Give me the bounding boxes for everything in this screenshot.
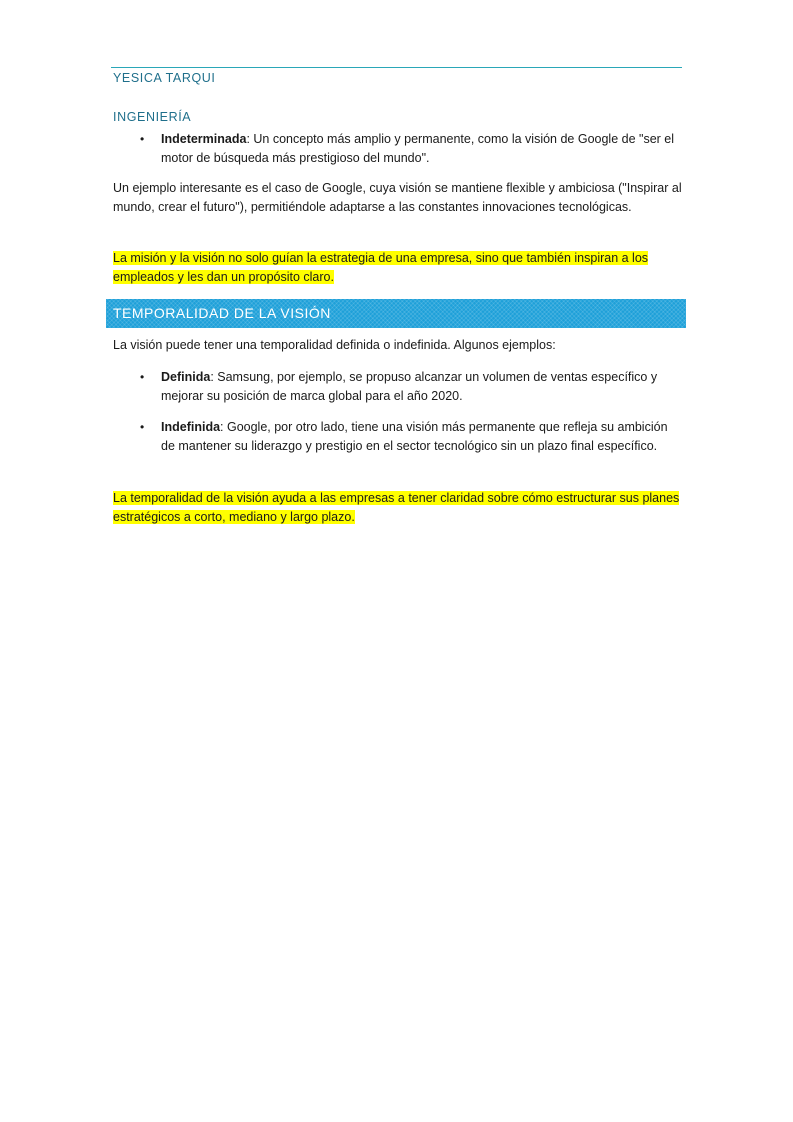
header-rule xyxy=(111,67,682,68)
list-item-term: Indeterminada xyxy=(161,132,247,146)
list-item-text: : Un concepto más amplio y permanente, como la visión de Google de "ser el motor de búsqueda más prestigioso del mundo". xyxy=(161,132,675,165)
paragraph: La visión puede tener una temporalidad definida o indefinida. Algunos ejemplos: xyxy=(113,338,556,352)
bullet-icon: • xyxy=(140,132,145,146)
subheading: INGENIERÍA xyxy=(113,110,192,124)
bullet-list-2 xyxy=(113,368,683,468)
bullet-list-1 xyxy=(113,130,683,180)
highlight-text: La temporalidad de la visión ayuda a las empresas a tener claridad sobre cómo estructurar sus planes estratégicos a corto, mediano y largo plazo. xyxy=(113,491,680,524)
paragraph: Un ejemplo interesante es el caso de Google, cuya visión se mantiene flexible y ambiciosa ("Inspirar al mundo, crear el futuro"), permitiéndole adaptarse a las constantes innovaciones tecnológicas. xyxy=(113,181,682,214)
list-item xyxy=(113,368,683,406)
bullet-icon: • xyxy=(140,420,145,434)
highlight-text: La misión y la visión no solo guían la estrategia de una empresa, sino que también inspiran a los empleados y les dan un propósito claro. xyxy=(113,251,649,284)
section-heading-bar xyxy=(106,299,686,328)
highlighted-paragraph xyxy=(113,489,683,527)
list-item xyxy=(113,130,683,168)
list-item xyxy=(113,418,683,456)
section-title: TEMPORALIDAD DE LA VISIÓN xyxy=(113,305,331,321)
list-item-text: : Samsung, por ejemplo, se propuso alcanzar un volumen de ventas específico y mejorar su posición de marca global para el año 2020. xyxy=(161,370,658,403)
list-item-term: Definida xyxy=(161,370,211,384)
author-name: YESICA TARQUI xyxy=(113,71,216,85)
list-item-term: Indefinida xyxy=(161,420,221,434)
highlighted-paragraph xyxy=(113,249,683,287)
bullet-icon: • xyxy=(140,370,145,384)
list-item-text: : Google, por otro lado, tiene una visión más permanente que refleja su ambición de mantener su liderazgo y prestigio en el sector tecnológico sin un plazo final específico. xyxy=(161,420,668,453)
